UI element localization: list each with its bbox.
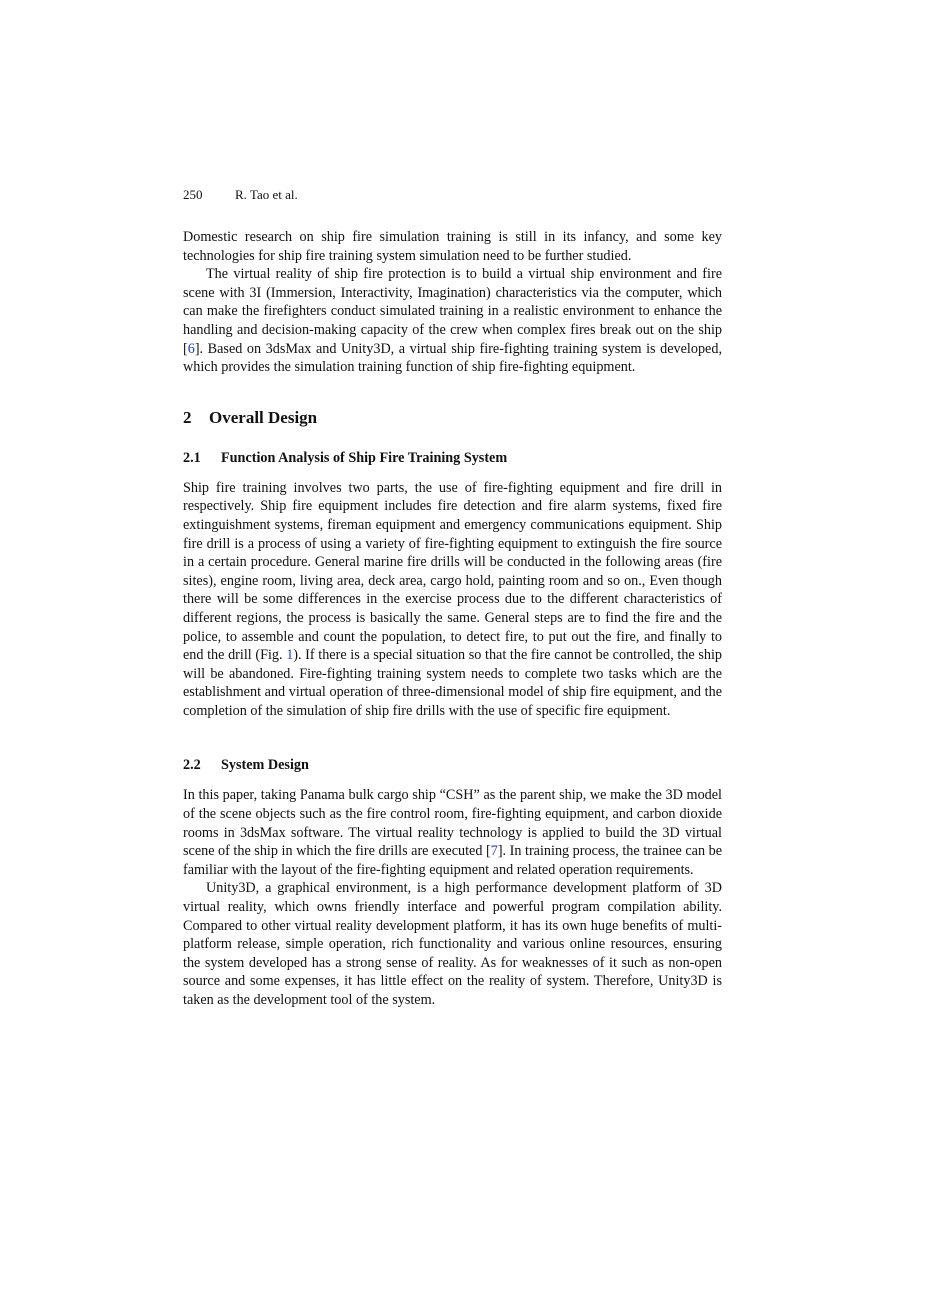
section-2-1-paragraph xyxy=(183,479,722,721)
section-2-2-paragraph-1 xyxy=(183,786,722,879)
section-2-2-paragraph-2: Unity3D, a graphical environment, is a high performance development platform of 3D virtual reality, which owns friendly interface and powerful program compilation ability. Compared to other virtual reality development platform, it has its own huge benefits of multi-platform release, simple operation, rich functionality and various online resources, ensuring the system developed has a strong sense of reality. As for weaknesses of it such as non-open source and some expenses, it has little effect on the reality of system. Therefore, Unity3D is taken as the development tool of the system. xyxy=(183,880,722,1008)
running-head xyxy=(183,186,722,204)
section-2-2-text-b: ]. In training process, the trainee can be familiar with the layout of the fire-fighting equipment and related operation requirements. xyxy=(183,843,722,878)
subsection-number-2-1: 2.1 xyxy=(183,449,201,466)
citation-link-6[interactable]: 6 xyxy=(187,340,195,357)
figure-link-1[interactable]: 1 xyxy=(286,647,294,664)
intro-paragraph-2-text-a: The virtual reality of ship fire protection is to build a virtual ship environment and fire scene with 3I (Immersion, Interactivity, Imagination) characteristics via the computer, which can make the firefighters conduct simulated training in a realistic environment to enhance the handling and decision-making capacity of the crew when complex fires break out on the ship [ xyxy=(183,266,722,357)
subsection-title-2-1: Function Analysis of Ship Fire Training System xyxy=(221,449,508,466)
section-title: Overall Design xyxy=(209,407,318,427)
subsection-number-2-2: 2.2 xyxy=(183,757,201,774)
subsection-title-2-2: System Design xyxy=(221,757,309,774)
spacer xyxy=(183,720,722,756)
paper-page xyxy=(183,186,722,1010)
intro-paragraph-2 xyxy=(183,265,722,377)
subsection-heading-2-1 xyxy=(183,449,722,467)
running-head-authors: R. Tao et al. xyxy=(235,187,298,202)
section-heading xyxy=(183,407,722,429)
citation-link-7[interactable]: 7 xyxy=(490,843,498,860)
page-number: 250 xyxy=(183,187,203,202)
section-2-1-text-b: ). If there is a special situation so that the fire cannot be controlled, the ship will be abandoned. Fire-fighting training system needs to complete two tasks which are the establishment and virtual operation of three-dimensional model of ship fire equipment, and the completion of the simulation of ship fire drills with the use of specific fire equipment. xyxy=(183,647,722,719)
section-number: 2 xyxy=(183,407,192,427)
section-2-2-text-a: In this paper, taking Panama bulk cargo ship “CSH” as the parent ship, we make the 3D model of the scene objects such as the fire control room, fire-fighting equipment, and carbon dioxide rooms in 3dsMax software. The virtual reality technology is applied to build the 3D virtual scene of the ship in which the fire drills are executed [ xyxy=(183,787,722,860)
intro-paragraph-2-text-b: ]. Based on 3dsMax and Unity3D, a virtual ship fire-fighting training system is developed, which provides the simulation training function of ship fire-fighting equipment. xyxy=(183,340,722,376)
subsection-heading-2-2 xyxy=(183,756,722,774)
section-2-1-text-a: Ship fire training involves two parts, the use of fire-fighting equipment and fire drill in respectively. Ship fire equipment includes fire detection and fire alarm systems, fixed fire extinguishment systems, fireman equipment and emergency communications equipment. Ship fire drill is a process of using a variety of fire-fighting equipment to extinguish the fire source in a certain procedure. General marine fire drills will be conducted in the following areas (fire sites), engine room, living area, deck area, cargo hold, painting room and so on., Even though there will be some differences in the exercise process due to the different characteristics of different regions, the process is basically the same. General steps are to find the fire and the police, to assemble and count the population, to detect fire, to put out the fire, and finally to end the drill (Fig. xyxy=(183,479,722,664)
intro-paragraph-1: Domestic research on ship fire simulation training is still in its infancy, and some key technologies for ship fire training system simulation need to be further studied. xyxy=(183,229,722,264)
